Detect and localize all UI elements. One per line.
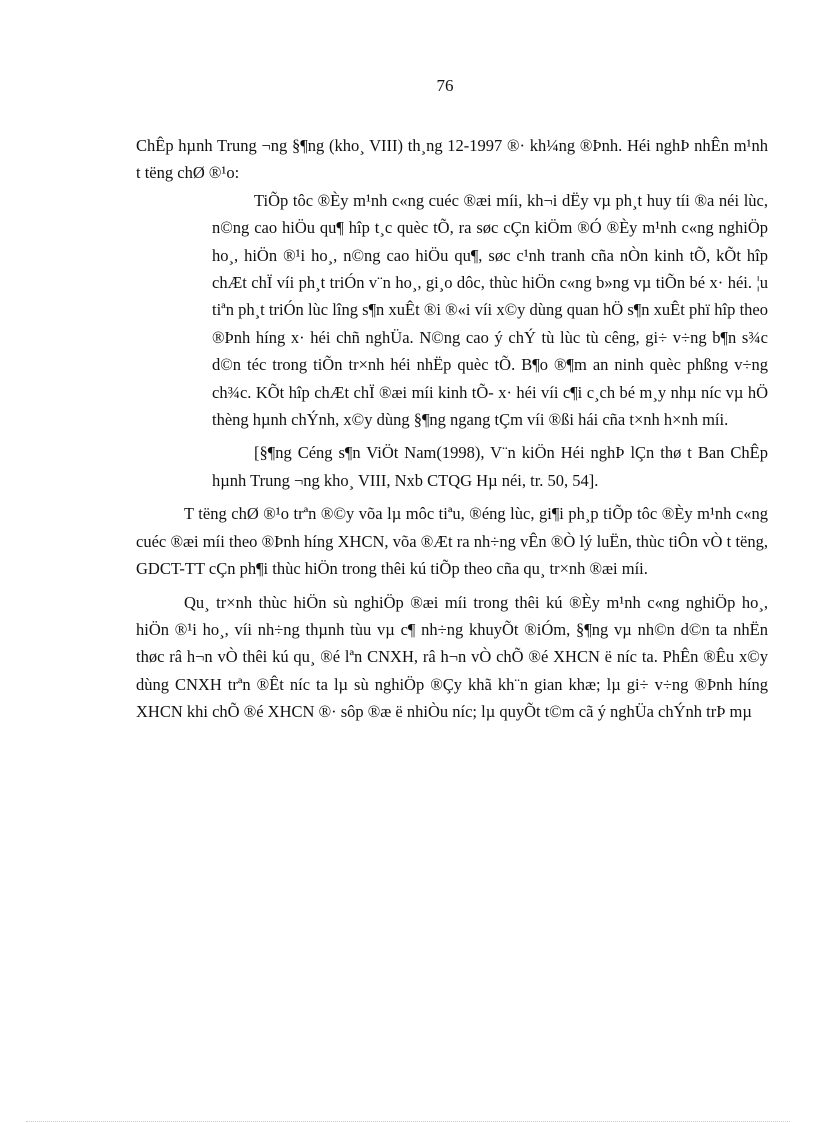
page-bottom-divider [26, 1121, 790, 1122]
page-number: 76 [436, 76, 454, 95]
body-text [136, 132, 768, 726]
citation-text: [§¶ng Céng s¶n ViÖt Nam(1998), V¨n kiÖn Héi nghÞ lÇn thø t Ban ChÊp hµnh Trung ¬ng kho¸ VIII, Nxb CTQG Hµ néi, tr. 50, 54]. [212, 443, 768, 490]
quote-citation [212, 439, 768, 494]
paragraph: T tëng chØ ®¹o trªn ®©y võa lµ môc tiªu, ®éng lùc, gi¶i ph¸p tiÕp tôc ®Èy m¹nh c«ng cuéc ®æi míi theo ®Þnh híng XHCN, võa ®Æt ra nh÷ng vÊn ®Ò lý luËn, thùc tiÔn vÒ t tëng, GDCT-TT cÇn ph¶i thùc hiÖn trong thêi kú tiÕp theo cña qu¸ tr×nh ®æi míi. [136, 504, 768, 579]
block-quote [212, 187, 768, 434]
quote-paragraph: TiÕp tôc ®Èy m¹nh c«ng cuéc ®æi míi, kh¬i dËy vµ ph¸t huy tíi ®a néi lùc, n©ng cao hiÖu qu¶ hîp t¸c quèc tÕ, ra søc cÇn kiÖm ®Ó ®Èy m¹nh c«ng nghiÖp ho¸, hiÖn ®¹i ho¸, n©ng cao hiÖu qu¶, søc c¹nh tranh cña nÒn kinh tÕ, kÕt hîp chÆt chÏ víi ph¸t triÓn v¨n ho¸, gi¸o dôc, thùc hiÖn c«ng b»ng vµ tiÕn bé x· héi. ¦u tiªn ph¸t triÓn lùc lîng s¶n xuÊt ®i ®«i víi x©y dùng quan hÖ s¶n xuÊt phï hîp theo ®Þnh híng x· héi chñ nghÜa. N©ng cao ý chÝ tù lùc tù cêng, gi÷ v÷ng b¶n s¾c d©n téc trong tiÕn tr×nh héi nhËp quèc tÕ. B¶o ®¶m an ninh quèc phßng v÷ng ch¾c. KÕt hîp chÆt chÏ ®æi míi kinh tÕ- x· héi víi c¶i c¸ch bé m¸y nhµ níc vµ hÖ thèng hµnh chÝnh, x©y dùng §¶ng ngang tÇm víi ®ßi hái cña t×nh h×nh míi. [212, 190, 768, 430]
paragraph: Qu¸ tr×nh thùc hiÖn sù nghiÖp ®æi míi trong thêi kú ®Èy m¹nh c«ng nghiÖp ho¸, hiÖn ®¹i ho¸, víi nh÷ng thµnh tùu vµ c¶ nh÷ng khuyÕt ®iÓm, §¶ng vµ nh©n d©n ta nhËn thøc râ h¬n vÒ thêi kú qu¸ ®é lªn CNXH, râ h¬n vÒ chÕ ®é XHCN ë níc ta. PhÊn ®Êu x©y dùng CNXH trªn ®Êt níc ta lµ sù nghiÖp ®Çy khã kh¨n gian khæ; lµ gi÷ v÷ng ®Þnh híng XHCN khi chÕ ®é XHCN ®· sôp ®æ ë nhiÒu níc; lµ quyÕt t©m cã ý nghÜa chÝnh trÞ mµ [136, 592, 768, 722]
paragraph-lead: ChÊp hµnh Trung ¬ng §¶ng (kho¸ VIII) th¸ng 12-1997 ®· kh¼ng ®Þnh. Héi nghÞ nhÊn m¹nh t tëng chØ ®¹o: [136, 136, 768, 183]
